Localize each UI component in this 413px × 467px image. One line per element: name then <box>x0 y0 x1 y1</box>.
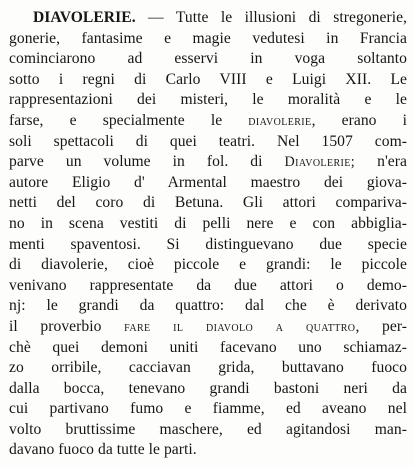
entry-text: zo orribile, cacciavan grida, buttavano fuoco <box>9 359 407 377</box>
entry-text: volto bruttissime maschere, ed agitandosi man- <box>9 420 407 438</box>
dictionary-entry <box>9 8 407 461</box>
entry-text: cominciarono ad esservi in voga soltanto <box>9 50 407 68</box>
entry-text: chè quei demoni uniti facevano uno schiamaz- <box>9 338 407 356</box>
entry-text: di diavolerie, cioè piccole e grandi: le piccole <box>9 256 407 274</box>
entry-line <box>9 29 407 50</box>
entry-text: autore Eligio d' Armental maestro dei giova- <box>9 173 407 191</box>
entry-line <box>9 90 407 111</box>
entry-line <box>9 399 407 420</box>
entry-text: menti spaventosi. Si distinguevano due specie <box>9 235 407 253</box>
entry-text: no in scena vestiti di pelli nere e con abbiglia- <box>9 214 407 232</box>
entry-text: soli spettacoli di quei teatri. Nel 1507 com- <box>9 132 407 150</box>
entry-line <box>9 70 407 91</box>
entry-text: sotto i regni di Carlo VIII e Luigi XII. Le <box>9 70 407 88</box>
entry-text: , per- <box>355 317 407 335</box>
entry-text: cui partivano fumo e fiamme, ed aveano nel <box>9 400 407 418</box>
entry-line <box>9 132 407 153</box>
entry-line <box>9 235 407 256</box>
entry-text: parve un volume in fol. di <box>9 153 285 171</box>
entry-text: netti del coro di Betuna. Gli attori compariva- <box>9 194 407 212</box>
entry-line <box>9 296 407 317</box>
entry-line <box>9 255 407 276</box>
entry-text: venivano rappresentate da due attori o demo- <box>9 276 407 294</box>
entry-line <box>9 317 407 338</box>
entry-line <box>9 420 407 441</box>
entry-line <box>9 8 407 29</box>
entry-line <box>9 173 407 194</box>
entry-line <box>9 379 407 400</box>
entry-line <box>9 440 407 461</box>
entry-text: nj: le grandi da quattro: dal che è derivato <box>9 297 407 315</box>
small-caps-term: fare il diavolo a quattro <box>124 318 356 335</box>
entry-text: rappresentazioni dei misteri, le moralità e le <box>9 91 407 109</box>
small-caps-term: Diavolerie; <box>284 154 356 171</box>
entry-text: dalla bocca, tenevano grandi bastoni neri da <box>9 379 407 397</box>
entry-text: gonerie, fantasime e magie vedutesi in Francia <box>9 29 407 47</box>
entry-line <box>9 276 407 297</box>
entry-line <box>9 214 407 235</box>
entry-line <box>9 193 407 214</box>
small-caps-term: diavolerie <box>248 112 312 129</box>
entry-text: farse, e specialmente le <box>9 111 249 129</box>
entry-text: il proverbio <box>9 317 125 335</box>
entry-line <box>9 358 407 379</box>
entry-text: , erano i <box>311 111 407 129</box>
entry-line <box>9 111 407 132</box>
entry-line <box>9 152 407 173</box>
entry-line <box>9 49 407 70</box>
entry-line <box>9 338 407 359</box>
entry-headword: DIAVOLERIE. <box>33 9 136 26</box>
entry-text: — Tutte le illusioni di stregonerie, <box>135 9 407 26</box>
entry-text: n'era <box>355 153 407 171</box>
entry-text: davano fuoco da tutte le parti. <box>9 441 197 459</box>
